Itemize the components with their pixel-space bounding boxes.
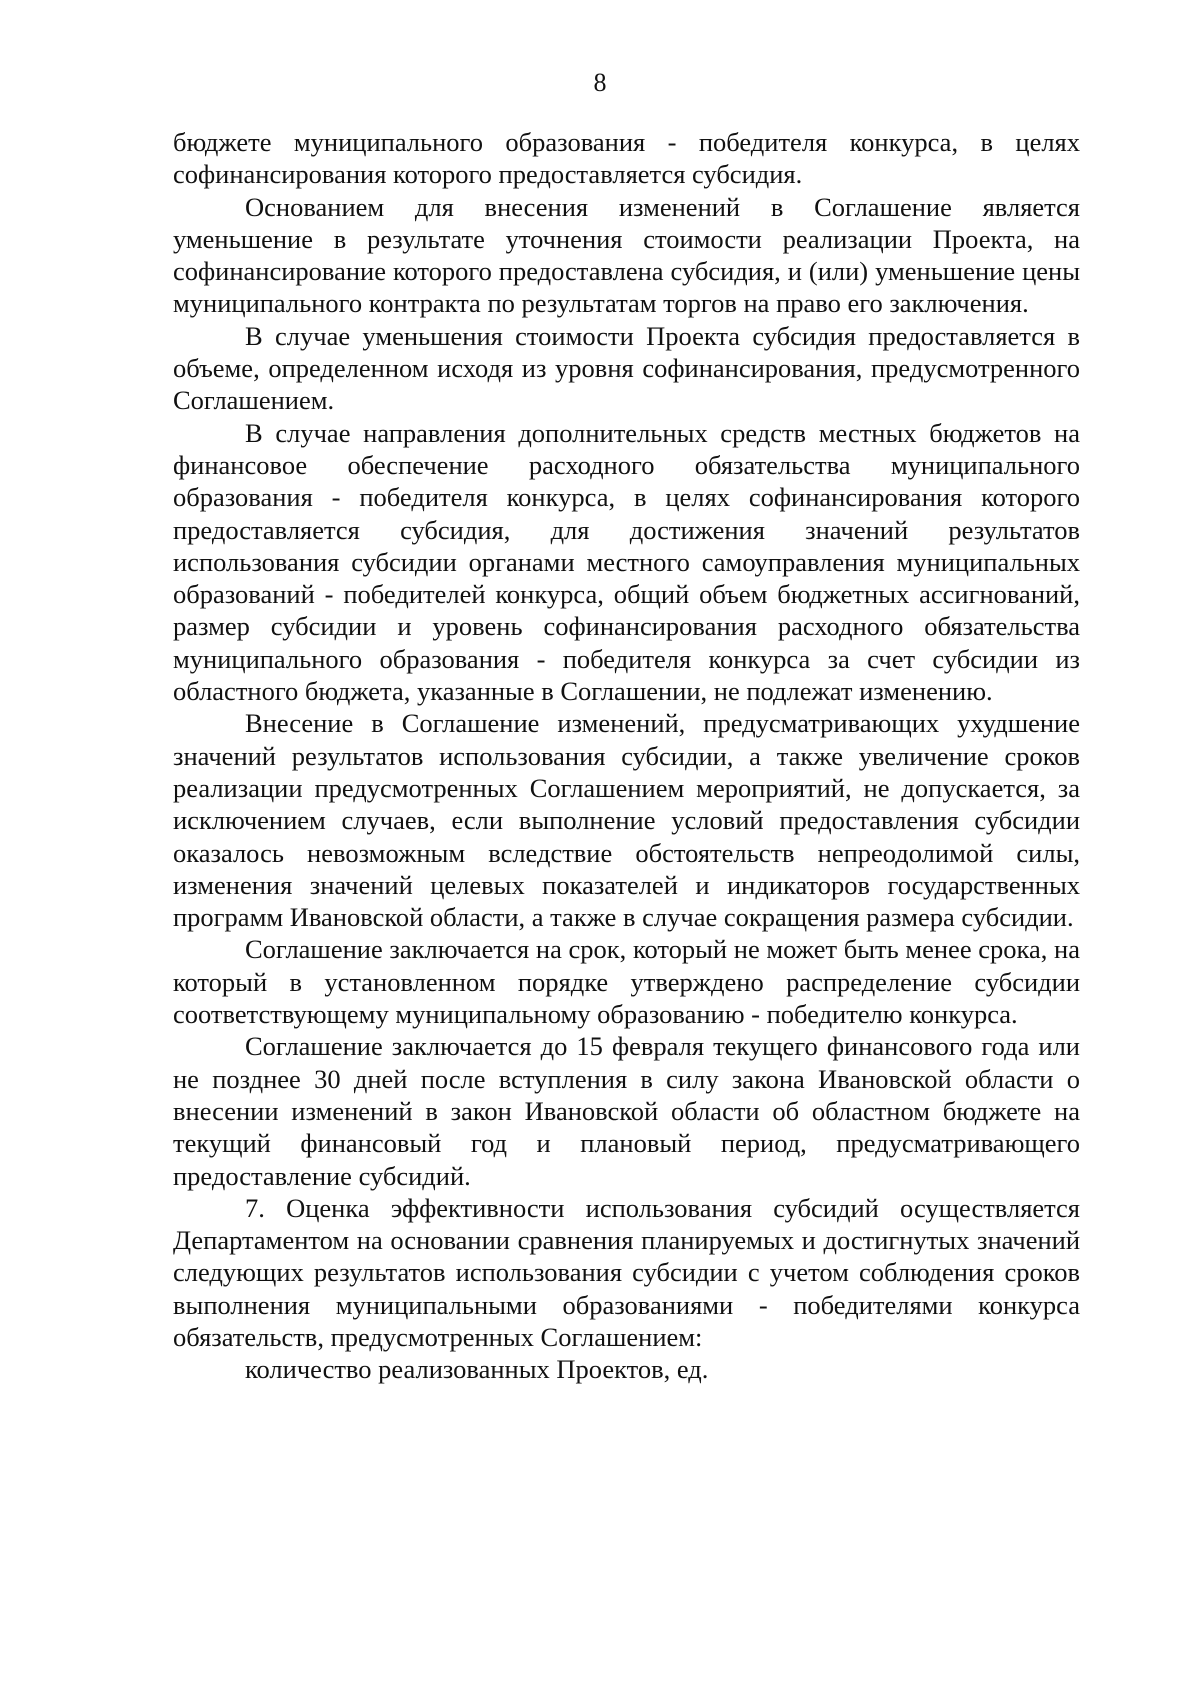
paragraph-9-indicator: количество реализованных Проектов, ед. xyxy=(245,1354,709,1385)
paragraph-3: В случае уменьшения стоимости Проекта субсидия предоставляется в объеме, определенном исходя из уровня софинансирования, предусмотренного Соглашением. xyxy=(173,320,1080,416)
paragraph-6: Соглашение заключается на срок, который не может быть менее срока, на который в установленном порядке утверждено распределение субсидии соответствующему муниципальному образованию - победителю конкурса. xyxy=(173,934,1080,1030)
paragraph-8-section-7: 7. Оценка эффективности использования субсидий осуществляется Департаментом на основании сравнения планируемых и достигнутых значений следующих результатов использования субсидии с учетом соблюдения сроков выполнения муниципальными образованиями - победителями конкурса обязательств, предусмотренных Соглашением: xyxy=(173,1192,1080,1352)
paragraph-4: В случае направления дополнительных средств местных бюджетов на финансовое обеспечение расходного обязательства муниципального образования - победителя конкурса, в целях софинансирования которого предоставляется субсидия, для достижения значений результатов использования субсидии органами местного самоуправления муниципальных образований - победителей конкурса, общий объем бюджетных ассигнований, размер субсидии и уровень софинансирования расходного обязательства муниципального образования - победителя конкурса за счет субсидии из областного бюджета, указанные в Соглашении, не подлежат изменению. xyxy=(173,417,1080,707)
document-body xyxy=(173,126,1080,1386)
paragraph-1: бюджете муниципального образования - победителя конкурса, в целях софинансирования которого предоставляется субсидия. xyxy=(173,127,1080,190)
paragraph-5: Внесение в Соглашение изменений, предусматривающих ухудшение значений результатов использования субсидии, а также увеличение сроков реализации предусмотренных Соглашением мероприятий, не допускается, за исключением случаев, если выполнение условий предоставления субсидии оказалось невозможным вследствие обстоятельств непреодолимой силы, изменения значений целевых показателей и индикаторов государственных программ Ивановской области, а также в случае сокращения размера субсидии. xyxy=(173,708,1080,933)
paragraph-2: Основанием для внесения изменений в Соглашение является уменьшение в результате уточнения стоимости реализации Проекта, на софинансирование которого предоставлена субсидия, и (или) уменьшение цены муниципального контракта по результатам торгов на право его заключения. xyxy=(173,191,1080,319)
page-number: 8 xyxy=(593,68,607,97)
paragraph-7: Соглашение заключается до 15 февраля текущего финансового года или не позднее 30 дней после вступления в силу закона Ивановской области о внесении изменений в закон Ивановской области об областном бюджете на текущий финансовый год и плановый период, предусматривающего предоставление субсидий. xyxy=(173,1031,1080,1191)
